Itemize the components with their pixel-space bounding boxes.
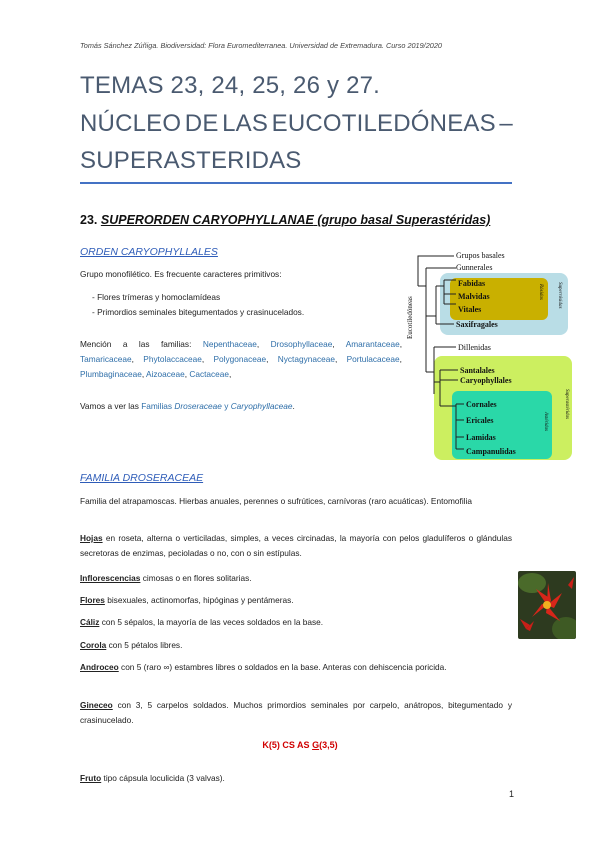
flores-text: bisexuales, actinomorfas, hipóginas y pentámeras. <box>107 595 294 605</box>
inflorescencias-paragraph <box>80 571 252 586</box>
page-header: Tomás Sánchez Zúñiga. Biodiversidad: Flora Euromediterranea. Universidad de Extremadura. Curso 2019/2020 <box>80 41 442 50</box>
tree-label: Vitales <box>458 305 482 314</box>
family-name: Portulacaceae <box>346 354 400 364</box>
box-label: Astéridas <box>543 412 548 431</box>
flores-label: Flores <box>80 595 105 605</box>
order-heading: ORDEN CARYOPHYLLALES <box>80 246 218 258</box>
tree-label: Grupos basales <box>456 251 505 260</box>
family-name: Phytolaccaceae <box>143 354 202 364</box>
families-mention: Mención a las familias: Nepenthaceae, Drosophyllaceae, Amarantaceae, Tamaricaceae, Phytolaccaceae, Polygonaceae, Nyctagynaceae, Portulacaceae, Plumbaginaceae, Aizoaceae, Cactaceae, <box>80 339 402 379</box>
inflorescencias-label: Inflorescencias <box>80 573 141 583</box>
tree-label: Lamidas <box>466 433 496 442</box>
box-label: Rósidas <box>538 284 543 300</box>
title-word: NÚCLEO <box>80 110 182 137</box>
title-word: – <box>499 110 513 137</box>
tree-label: Cornales <box>466 400 497 409</box>
caliz-label: Cáliz <box>80 617 100 627</box>
gineceo-text: con 3, 5 carpelos soldados. Muchos primordios seminales por carpelo, anátropos, bitegumentado y crasinucelado. <box>80 700 512 725</box>
tree-label: Caryophyllales <box>460 376 512 385</box>
page-title-line-1: TEMAS 23, 24, 25, 26 y 27. <box>80 72 381 99</box>
family-name: Cactaceae <box>189 369 230 379</box>
family-name: Drosophyllaceae <box>270 339 333 349</box>
formula-part: (3,5) <box>319 740 338 750</box>
title-word: EUCOTILEDÓNEAS <box>271 110 496 137</box>
fruto-paragraph <box>80 771 225 786</box>
androceo-label: Androceo <box>80 662 119 672</box>
fruto-label: Fruto <box>80 773 102 783</box>
gineceo-paragraph <box>80 698 512 728</box>
family-name: Tamaricaceae <box>80 354 132 364</box>
page-title-line-2 <box>80 110 513 138</box>
caliz-text: con 5 sépalos, la mayoría de las veces soldados en la base. <box>101 617 324 627</box>
vamos-prefix: Vamos a ver las <box>80 401 139 411</box>
family-name: Aizoaceae <box>145 369 185 379</box>
tree-label: Fabidas <box>458 279 486 288</box>
vamos-y: y <box>224 401 229 411</box>
tree-label: Saxifragales <box>456 320 498 329</box>
family-name: Caryophyllaceae <box>230 401 293 411</box>
section-heading <box>80 213 490 227</box>
corola-paragraph <box>80 638 182 653</box>
order-bullets <box>92 290 304 320</box>
tree-label: Dillenidas <box>458 343 491 352</box>
formula-part: K(5) CS AS <box>262 740 310 750</box>
page-title-line-3: SUPERASTERIDAS <box>80 147 302 174</box>
hojas-paragraph <box>80 531 512 561</box>
families-intro: Vamos a ver las Familias Droseraceae y Caryophyllaceae. <box>80 401 295 411</box>
list-item: - Primordios seminales bitegumentados y crasinucelados. <box>92 305 304 320</box>
family-name: Droseraceae <box>174 401 222 411</box>
tree-label: Santalales <box>460 366 495 375</box>
vamos-familias: Familias <box>141 401 173 411</box>
gineceo-label: Gineceo <box>80 700 113 710</box>
familia-description: Familia del atrapamoscas. Hierbas anuales, perennes o sufrútices, carnívoras (raro acuáticas). Entomofilia <box>80 496 472 506</box>
hojas-text: en roseta, alterna o verticiladas, simples, a veces circinadas, la mayoría con pelos gladulíferos o glándulas secretoras de enzimas, pecioladas o no, con o sin estípulas. <box>80 533 512 558</box>
tree-label: Malvidas <box>458 292 490 301</box>
tree-label: Campanulidas <box>466 447 516 456</box>
family-name: Nyctagynaceae <box>277 354 335 364</box>
flores-paragraph <box>80 593 294 608</box>
tree-label: Ericales <box>466 416 494 425</box>
androceo-paragraph <box>80 660 512 675</box>
formula-gynoecium: G <box>312 740 320 750</box>
title-word: LAS <box>222 110 269 137</box>
order-intro: Grupo monofilético. Es frecuente caracteres primitivos: <box>80 269 282 279</box>
family-name: Polygonaceae <box>213 354 267 364</box>
title-divider <box>80 182 512 184</box>
box-label: Superrósidas <box>557 282 562 309</box>
flower-photo <box>518 571 576 639</box>
section-number: 23. <box>80 213 98 227</box>
family-name: Plumbaginaceae <box>80 369 142 379</box>
family-name: Nepenthaceae <box>202 339 257 349</box>
hojas-label: Hojas <box>80 533 103 543</box>
families-prefix: Mención a las familias: <box>80 339 192 349</box>
box-label: Superastéridas <box>564 389 569 419</box>
familia-heading: FAMILIA DROSERACEAE <box>80 472 204 484</box>
floral-formula <box>0 740 600 750</box>
section-title-sub: (grupo basal Superastéridas) <box>317 213 491 227</box>
section-title-main: SUPERORDEN CARYOPHYLLANAE <box>100 213 314 227</box>
corola-label: Corola <box>80 640 107 650</box>
inflorescencias-text: cimosas o en flores solitarias. <box>142 573 252 583</box>
corola-text: con 5 pétalos libres. <box>108 640 183 650</box>
phylogeny-tree-figure <box>404 244 576 462</box>
family-name: Amarantaceae <box>345 339 400 349</box>
section-title <box>101 213 490 227</box>
tree-label: Gunnerales <box>456 263 493 272</box>
fruto-text: tipo cápsula loculicida (3 valvas). <box>103 773 225 783</box>
list-item: - Flores trímeras y homoclamídeas <box>92 290 304 305</box>
page-number: 1 <box>509 789 515 799</box>
title-word: DE <box>184 110 219 137</box>
androceo-text: con 5 (raro ∞) estambres libres o soldados en la base. Anteras con dehiscencia poricida. <box>121 662 447 672</box>
caliz-paragraph <box>80 615 323 630</box>
tree-side-label: Eucotiledóneas <box>406 296 414 339</box>
